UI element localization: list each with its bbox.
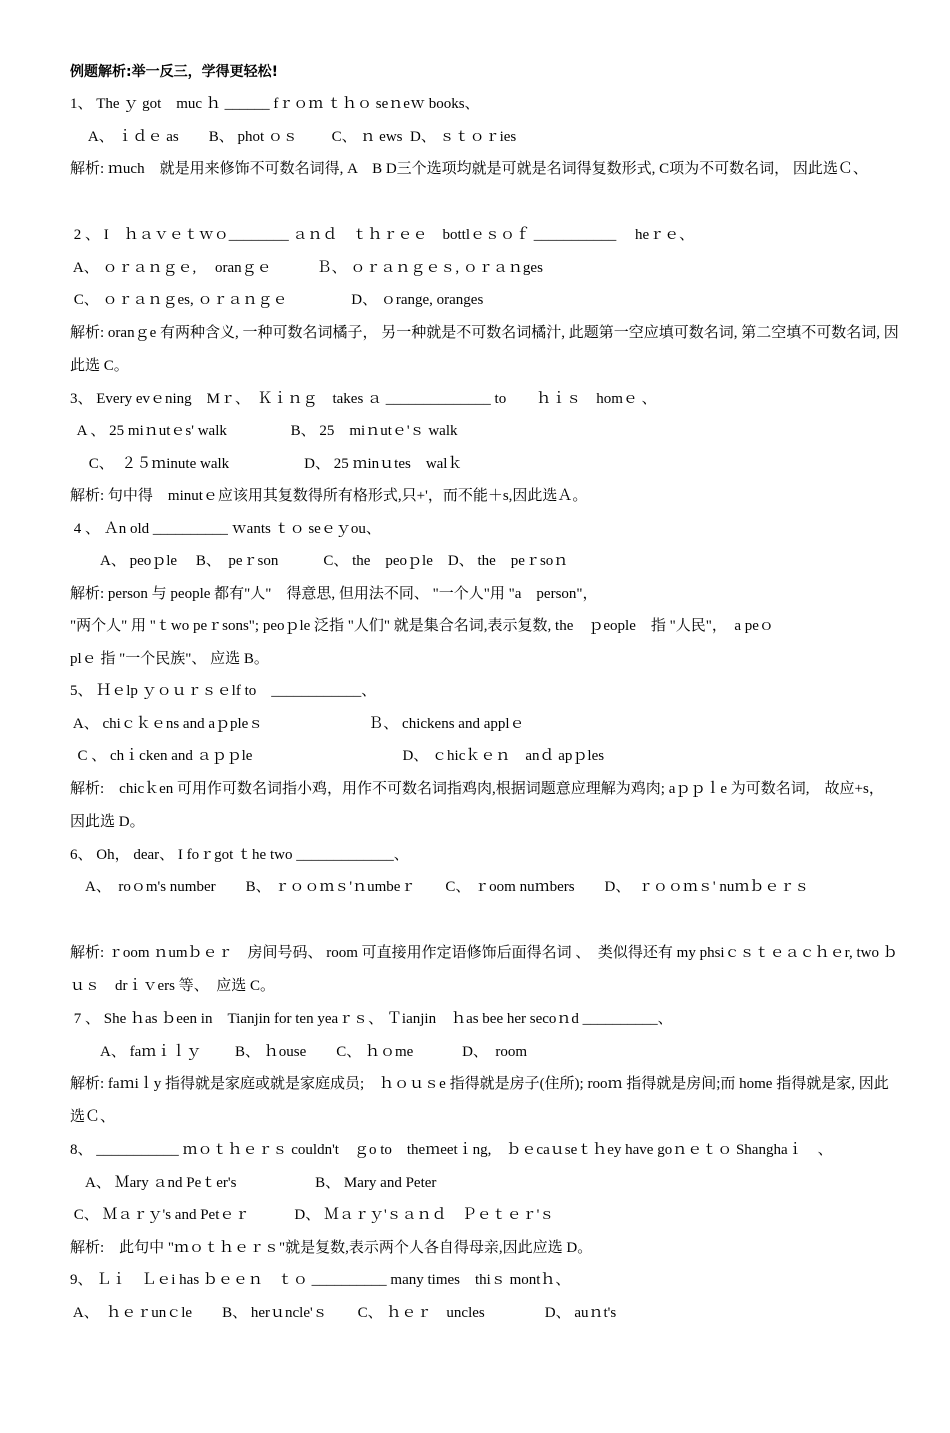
question-4: 4 、 Ａn old __________ ｗants ｔｏ seｅｙou、: [70, 520, 381, 537]
question-8-options-cd: C、 Ｍａｒｙ's and Petｅｒ D、 Ｍａｒｙ'ｓａｎｄ Ｐｅｔｅｒ'ｓ: [70, 1207, 555, 1223]
question-5-options-cd: C 、 chｉcken and ａｐｐle D、 ｃhicｋｅｎ anｄ apｐles: [70, 748, 605, 764]
question-7-explanation: 解析: faｍiｌy 指得就是家庭或就是家庭成员; ｈｏｕｓe 指得就是房子(住所); rooｍ 指得就是房间;而 home 指得就是家, 因此选Ｃ、: [70, 1076, 889, 1125]
document-page: [70, 56, 900, 1329]
question-7: 7 、 She ｈas ｂeen in Tianjin for ten yeaｒｓ、 Ｔianjin ｈas bee her secoｎd __________、: [70, 1011, 673, 1027]
question-1: 1、 The ｙ got muc ｈ ______ fｒｏｍ ｔｈｏ seｎeｗ books、: [70, 96, 480, 112]
question-9: 9、 Ｌｉ Ｌｅi has ｂｅｅｎ ｔｏ __________ many times thiｓ montｈ、: [70, 1272, 571, 1288]
question-2-explanation: 解析: oranｇe 有两种含义, 一种可数名词橘子， 另一种就是不可数名词橘汁, 此题第一空应填可数名词, 第二空填不可数名词, 因此选 C。: [70, 324, 899, 374]
question-1-options: A、 ｉｄｅ as B、 phot ｏｓ C、 ｎ ews D、 ｓｔｏｒies: [70, 128, 517, 145]
question-8-options-ab: A、 Ｍary ａnd Peｔer's B、 Mary and Peter: [70, 1174, 437, 1191]
question-4-explanation: 解析: person 与 people 都有"人" 得意思, 但用法不同、 "一个人"用 "a person"，: [70, 585, 598, 602]
page-title: 例题解析:举一反三，学得更轻松!: [70, 64, 278, 80]
question-5-options-ab: A、 chiｃｋｅns and aｐpleｓ Ｂ、 chickens and applｅ: [70, 715, 525, 732]
question-8-explanation: 解析: 此句中 "ｍｏｔｈｅｒｓ"就是复数,表示两个人各自得母亲,因此应选 D。: [70, 1239, 593, 1256]
question-3: 3、 Every evｅning Mｒ、 Ｋｉｎｇ takes ａ ______________ to ｈｉｓ homｅ 、: [70, 390, 657, 407]
question-6-options: A、 roｏm's number B、 ｒｏｏｍｓ'ｎumbeｒ C、 ｒoom nuｍbers D、 ｒｏｏｍｓ' nuｍｂｅｒｓ: [70, 879, 810, 895]
question-4-explanation-cont: "两个人" 用 "ｔwo peｒsons"; peoｐle 泛指 "人们" 就是集合名词,表示复数, the ｐeople 指 "人民"， a peｏ: [70, 618, 774, 634]
question-4-options: A、 peoｐle B、 peｒson C、 the peoｐle D、 the peｒsoｎ: [70, 553, 569, 569]
question-3-options-ab: A 、 25 miｎutｅs' walk B、 25 miｎutｅ'ｓ walk: [70, 423, 458, 439]
question-8: 8、 ___________ ｍｏｔｈｅｒｓ couldn't ｇo to theｍeetｉng, ｂｅcaｕseｔｈey have goｎｅｔｏ Shanghaｉ 、: [70, 1142, 833, 1158]
question-9-options: A、 ｈｅｒunｃle B、 herｕncle'ｓ C、 ｈｅｒ uncles D、 auｎt's: [70, 1304, 617, 1321]
question-2-options-cd: C、 ｏｒａｎｇes, ｏｒａｎｇｅ D、 ｏrange, oranges: [70, 292, 484, 308]
question-2: 2 、 I ｈａｖｅｔｗｏ________ ａｎｄ ｔｈｒｅｅ bottlｅｓｏｆ ___________ heｒｅ、: [70, 227, 695, 243]
question-6-explanation: 解析: ｒoom ｎumｂｅｒ 房间号码、 room 可直接用作定语修饰后面得名词 、 类似得还有 my phsiｃｓｔｅａｃｈｅr, two ｂｕｓ drｉｖers 等、 应选 C。: [70, 945, 898, 994]
question-6: 6、 Oh， dear、 I foｒgot ｔhe two _____________、: [70, 846, 409, 863]
question-7-options: A、 faｍｉｌｙ B、 ｈouse C、 ｈｏme D、 room: [70, 1043, 528, 1060]
question-3-options-cd: C、 ２５ｍinute walk D、 25 ｍinｕtes walｋ: [70, 455, 463, 472]
question-3-explanation: 解析: 句中得 minutｅ应该用其复数得所有格形式,只+'，而不能＋s,因此选Ａ。: [70, 488, 588, 504]
question-5-explanation: 解析: chicｋen 可用作可数名词指小鸡，用作不可数名词指鸡肉,根据词题意应理解为鸡肉; aｐｐｌe 为可数名词, 故应+s， 因此选 D。: [70, 780, 892, 830]
question-1-explanation: 解析: ｍuch 就是用来修饰不可数名词得, A B D三个选项均就是可就是名词得复数形式, C项为不可数名词， 因此选Ｃ、: [70, 161, 868, 177]
question-5: 5、 Ｈｅlp ｙｏｕｒｓｅlf to ____________、: [70, 683, 377, 699]
question-2-options-ab: A、 ｏｒａｎｇｅ, oranｇｅ Ｂ、 ｏｒａｎｇｅｓ, ｏｒａｎges: [70, 259, 543, 276]
question-4-explanation-end: plｅ 指 "一个民族"、 应选 B。: [70, 650, 269, 667]
